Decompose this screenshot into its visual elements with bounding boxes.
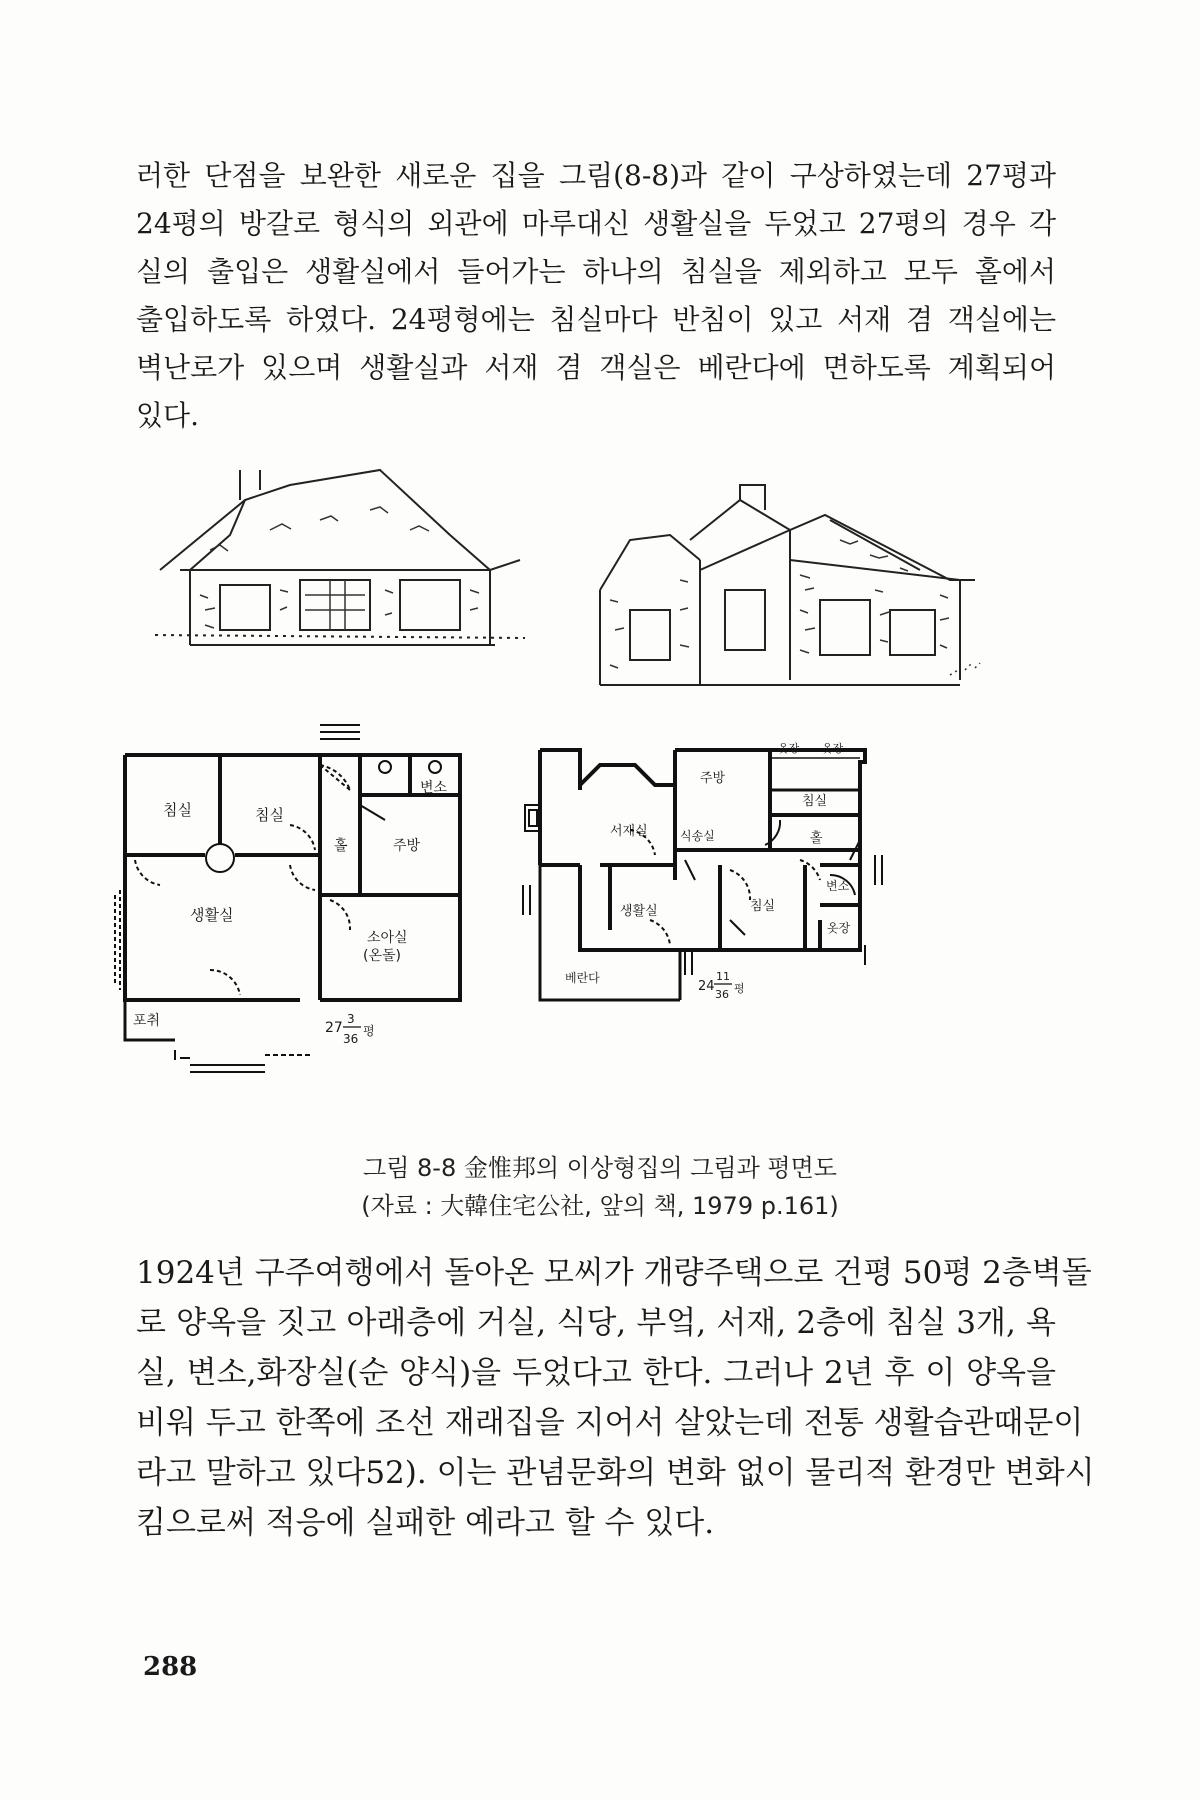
room-hall: 홀	[810, 831, 823, 846]
text-line: 있다.	[136, 399, 199, 432]
floor-plan-24	[565, 720, 1025, 1105]
figure-source: (자료 : 大韓住宅公社, 앞의 책, 1979 p.161)	[361, 1192, 839, 1220]
room-bedroom-1: 침실	[802, 794, 828, 809]
bottom-paragraph	[136, 1248, 1095, 1548]
text-line: 24평의 방갈로 형식의 외관에 마루대신 생활실을 두었고 27평의 경우 각	[136, 207, 1056, 240]
area-label-whole: 24	[698, 979, 715, 994]
text-line: 킴으로써 적응에 실패한 예라고 할 수 있다.	[136, 1505, 715, 1541]
text-line: 러한 단점을 보완한 새로운 집을 그림(8-8)과 같이 구상하였는데 27평과	[136, 159, 1056, 192]
room-bedroom-2: 침실	[255, 806, 284, 824]
room-living: 생활실	[620, 904, 658, 919]
text-line: 로 양옥을 짓고 아래층에 거실, 식당, 부엌, 서재, 2층에 침실 3개, 욕	[136, 1305, 1056, 1341]
text-line: 실, 변소,화장실(순 양식)을 두었다고 한다. 그러나 2년 후 이 양옥을	[136, 1355, 1056, 1391]
text-line: 실의 출입은 생활실에서 들어가는 하나의 침실을 제외하고 모두 홀에서	[136, 255, 1056, 288]
floor-plan-27	[115, 720, 540, 1105]
room-bedroom-1: 침실	[163, 801, 192, 819]
text-line: 벽난로가 있으며 생활실과 서재 겸 객실은 베란다에 면하도록 계획되어	[136, 351, 1056, 384]
text-line: 비워 두고 한쪽에 조선 재래집을 지어서 살았는데 전통 생활습관때문이	[136, 1405, 1084, 1441]
room-closet-1: 옷장	[778, 742, 800, 755]
house-sketch-27	[150, 460, 530, 650]
room-kitchen: 주방	[393, 838, 421, 854]
room-porch: 포취	[133, 1013, 161, 1029]
text-line: 1924년 구주여행에서 돌아온 모씨가 개량주택으로 건평 50평 2층벽돌	[136, 1255, 1092, 1291]
room-living: 생활실	[190, 906, 234, 924]
area-label-numerator: 3	[347, 1012, 355, 1026]
house-sketch-24	[590, 480, 990, 690]
room-closet-3: 옷장	[827, 921, 851, 935]
figure-caption: 그림 8-8 金惟邦의 이상형집의 그림과 평면도	[363, 1154, 837, 1182]
room-study: 서재실	[610, 824, 648, 839]
text-line: 출입하도록 하였다. 24평형에는 침실마다 반침이 있고 서재 겸 객실에는	[136, 303, 1056, 336]
room-child: 소아실	[367, 930, 408, 946]
room-closet-2: 옷장	[822, 742, 844, 755]
room-toilet: 변소	[420, 780, 448, 796]
page-number: 288	[143, 1652, 198, 1682]
room-bedroom-2: 침실	[750, 899, 776, 914]
room-hall: 홀	[334, 838, 348, 854]
area-label-numerator: 11	[716, 970, 730, 983]
area-label-denominator: 36	[343, 1032, 359, 1046]
room-kitchen: 주방	[700, 771, 726, 786]
area-label-unit: 평	[734, 982, 745, 995]
area-label-denominator: 36	[715, 988, 729, 1001]
top-paragraph	[136, 152, 1056, 440]
room-toilet: 변소	[826, 879, 850, 893]
room-dining: 식송실	[680, 829, 715, 843]
area-label-unit: 평	[363, 1024, 375, 1038]
room-child-ondol: (온돌)	[363, 948, 401, 964]
text-line: 라고 말하고 있다52). 이는 관념문화의 변화 없이 물리적 환경만 변화시	[136, 1455, 1095, 1491]
area-label-whole: 27	[325, 1020, 343, 1036]
room-veranda: 베란다	[565, 971, 600, 985]
